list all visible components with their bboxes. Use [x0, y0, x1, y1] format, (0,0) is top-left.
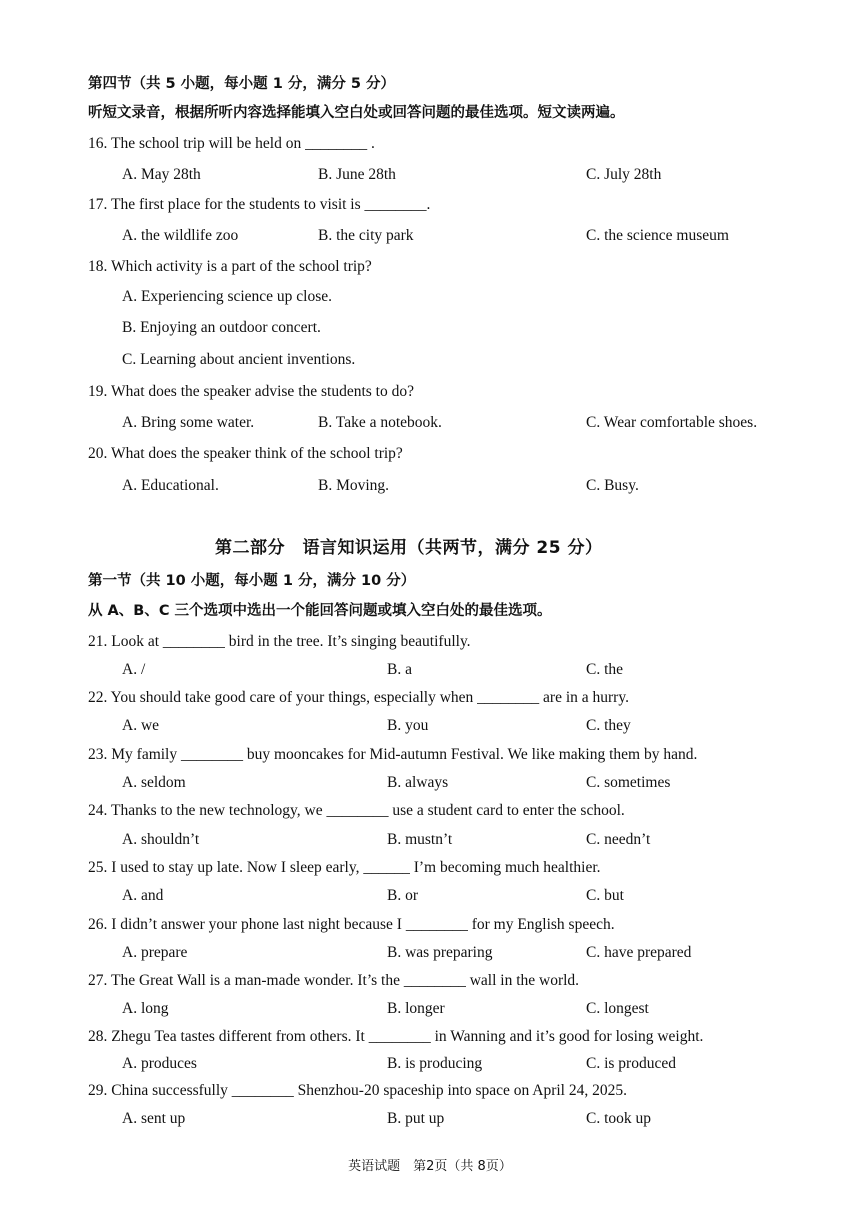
question-18-option-b: B. Enjoying an outdoor concert. — [122, 319, 321, 336]
question-19-option-c: C. Wear comfortable shoes. — [586, 414, 758, 431]
question-20-option-b: B. Moving. — [318, 477, 390, 494]
question-17-stem: 17. The first place for the students to visit is ________. — [88, 196, 431, 213]
question-17-option-b: B. the city park — [318, 227, 414, 244]
part2-section1-header — [88, 571, 415, 591]
question-19-stem: 19. What does the speaker advise the students to do? — [88, 383, 414, 400]
question-21-option-a: A. / — [122, 661, 146, 678]
question-25-stem: 25. I used to stay up late. Now I sleep early, ______ I’m becoming much healthier. — [88, 859, 601, 876]
section4-instruction: 听短文录音，根据所听内容选择能填入空白处或回答问题的最佳选项。短文读两遍。 — [88, 105, 625, 121]
question-20-stem: 20. What does the speaker think of the school trip? — [88, 445, 403, 462]
question-28-option-c: C. is produced — [586, 1055, 676, 1072]
question-29-option-c: C. took up — [586, 1110, 652, 1127]
question-26-option-c: C. have prepared — [586, 944, 692, 961]
question-16-stem: 16. The school trip will be held on ________ . — [88, 135, 375, 152]
question-24-option-a: A. shouldn’t — [122, 831, 200, 848]
question-19-option-a: A. Bring some water. — [122, 414, 255, 431]
question-21-option-c: C. the — [586, 661, 624, 678]
question-24-stem: 24. Thanks to the new technology, we ________ use a student card to enter the school. — [88, 802, 625, 819]
question-23-option-a: A. seldom — [122, 774, 186, 791]
question-22-stem: 22. You should take good care of your things, especially when ________ are in a hurry. — [88, 689, 629, 706]
question-23-option-c: C. sometimes — [586, 774, 671, 791]
question-29-option-a: A. sent up — [122, 1110, 186, 1127]
question-25-option-c: C. but — [586, 887, 624, 904]
page-footer: 英语试题 第2页（共 8页） — [348, 1159, 512, 1174]
question-18-stem: 18. Which activity is a part of the school trip? — [88, 258, 372, 275]
question-25-option-a: A. and — [122, 887, 164, 904]
question-18-option-c: C. Learning about ancient inventions. — [122, 351, 356, 368]
question-16-option-c: C. July 28th — [586, 166, 662, 183]
question-27-option-c: C. longest — [586, 1000, 649, 1017]
question-26-option-a: A. prepare — [122, 944, 188, 961]
section4-header: 第四节（共 5 小题，每小题 1 分，满分 5 分） — [88, 76, 396, 92]
question-22-option-a: A. we — [122, 717, 160, 734]
question-18-option-a: A. Experiencing science up close. — [122, 288, 333, 305]
question-27-option-b: B. longer — [387, 1000, 445, 1017]
part2-section1-label: 第一节 — [88, 573, 132, 589]
question-20-option-a: A. Educational. — [122, 477, 219, 494]
question-23-stem: 23. My family ________ buy mooncakes for Mid-autumn Festival. We like making them by hand. — [88, 746, 698, 763]
part2-instruction: 从 A、B、C 三个选项中选出一个能回答问题或填入空白处的最佳选项。 — [88, 603, 552, 619]
question-23-option-b: B. always — [387, 774, 449, 791]
question-29-option-b: B. put up — [387, 1110, 445, 1127]
question-22-option-b: B. you — [387, 717, 429, 734]
question-27-stem: 27. The Great Wall is a man-made wonder. It’s the ________ wall in the world. — [88, 972, 580, 989]
question-26-stem: 26. I didn’t answer your phone last night because I ________ for my English speech. — [88, 916, 615, 933]
question-25-option-b: B. or — [387, 887, 418, 904]
question-21-stem: 21. Look at ________ bird in the tree. It’s singing beautifully. — [88, 633, 471, 650]
question-29-stem: 29. China successfully ________ Shenzhou-20 spaceship into space on April 24, 2025. — [88, 1082, 627, 1099]
question-28-stem: 28. Zhegu Tea tastes different from others. It ________ in Wanning and it’s good for losing weight. — [88, 1028, 704, 1045]
question-16-option-b: B. June 28th — [318, 166, 396, 183]
part2-section1-detail: （共 10 小题，每小题 1 分，满分 10 分） — [131, 573, 416, 589]
question-17-option-a: A. the wildlife zoo — [122, 227, 239, 244]
question-28-option-a: A. produces — [122, 1055, 197, 1072]
question-16-option-a: A. May 28th — [122, 166, 201, 183]
question-24-option-b: B. mustn’t — [387, 831, 453, 848]
question-20-option-c: C. Busy. — [586, 477, 639, 494]
question-27-option-a: A. long — [122, 1000, 169, 1017]
question-24-option-c: C. needn’t — [586, 831, 651, 848]
question-21-option-b: B. a — [387, 661, 412, 678]
part2-title: 第二部分 语言知识运用（共两节，满分 25 分） — [215, 538, 603, 558]
question-26-option-b: B. was preparing — [387, 944, 493, 961]
question-28-option-b: B. is producing — [387, 1055, 483, 1072]
question-19-option-b: B. Take a notebook. — [318, 414, 442, 431]
question-17-option-c: C. the science museum — [586, 227, 729, 244]
question-22-option-c: C. they — [586, 717, 631, 734]
